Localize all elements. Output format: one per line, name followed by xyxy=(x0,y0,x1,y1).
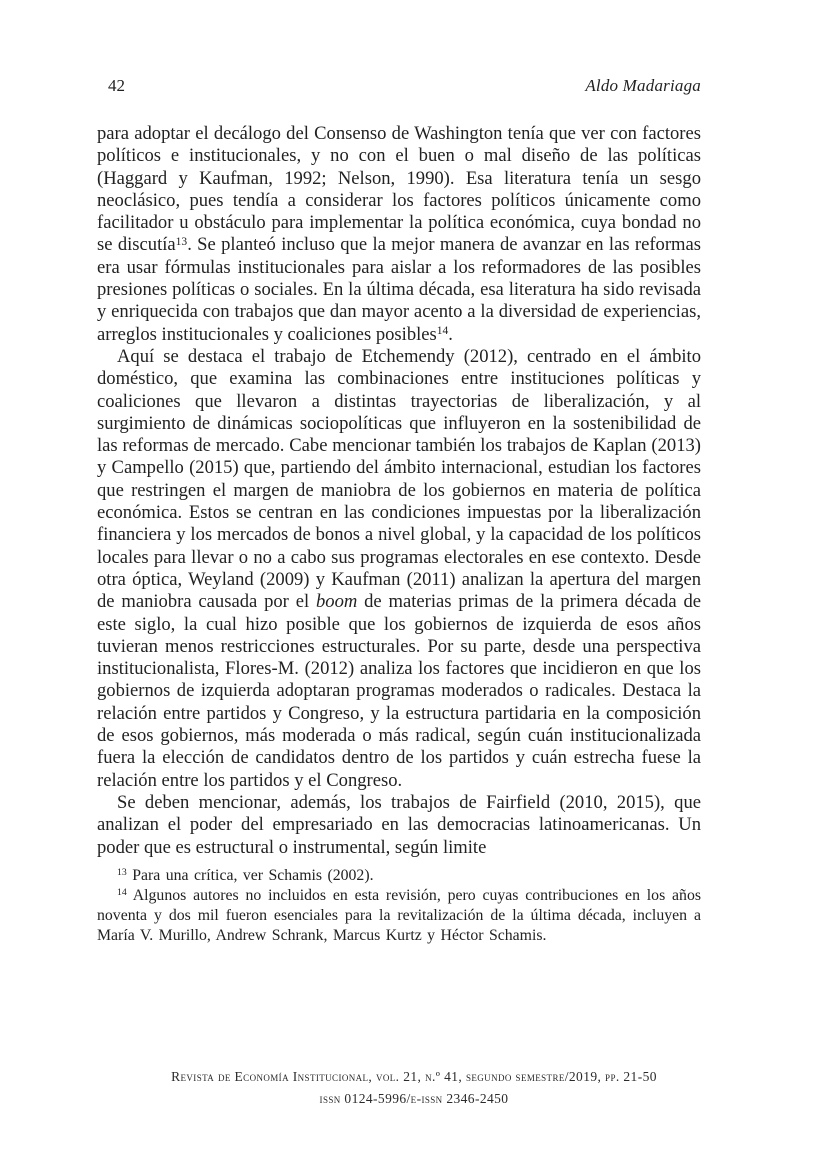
journal-citation-line: Revista de Economía Institucional, vol. 21, n.º 41, segundo semestre/2019, pp. 21-50 xyxy=(171,1069,657,1084)
footnote xyxy=(97,866,701,886)
journal-footer xyxy=(0,1066,828,1110)
author-running-head: Aldo Madariaga xyxy=(585,76,701,95)
issn-line: issn 0124-5996/e-issn 2346-2450 xyxy=(319,1091,509,1106)
paragraph-text: . Se planteó incluso que la mejor manera de avanzar en las reformas era usar fórmulas institucionales para aislar a los reformadores de las posibles presiones políticas o sociales. En la última década, esa literatura ha sido revisada y enriquecida con trabajos que dan mayor acento a la diversidad de experiencias, arreglos institucionales y coaliciones posibles xyxy=(97,234,701,345)
footnote-text: Para una crítica, ver Schamis (2002). xyxy=(126,866,374,884)
footnote-marker: 13 xyxy=(117,867,127,879)
running-head xyxy=(97,76,701,96)
footnote-ref-14: 14 xyxy=(436,325,449,338)
footnote-marker: 14 xyxy=(117,887,127,899)
paragraph-text: Se deben mencionar, además, los trabajos de Fairfield (2010, 2015), que analizan el poder del empresariado en las democracias latinoamericanas. Un poder que es estructural o instrumental, según limite xyxy=(97,791,701,858)
paragraph-text: para adoptar el decálogo del Consenso de Washington tenía que ver con factores políticos e institucionales, y no con el buen o mal diseño de las políticas (Haggard y Kaufman, 1992; Nelson, 1990). Esa literatura tenía un sesgo neoclásico, pues tendía a considerar los factores políticos únicamente como facilitador u obstáculo para implementar la política económica, cuya bondad no se discutía xyxy=(97,123,701,256)
paragraph xyxy=(97,792,701,859)
paragraph xyxy=(97,123,701,346)
italic-term: boom xyxy=(315,591,358,613)
text-column xyxy=(97,76,701,946)
paragraph-text: Aquí se destaca el trabajo de Etchemendy (2012), centrado en el ámbito doméstico, que examina las combinaciones entre instituciones políticas y coaliciones que llevaron a distintas trayectorias de liberalización, y al surgimiento de dinámicas sociopolíticas que influyeron en la sostenibilidad de las reformas de mercado. Cabe mencionar también los trabajos de Kaplan (2013) y Campello (2015) que, partiendo del ámbito internacional, estudian los factores que restringen el margen de maniobra de los gobiernos en materia de política económica. Estos se centran en las condiciones impuestas por la liberalización financiera y los mercados de bonos a nivel global, y la capacidad de los políticos locales para llevar o no a cabo sus programas electorales en ese contexto. Desde otra óptica, Weyland (2009) y Kaufman (2011) analizan la apertura del margen de maniobra causada por el xyxy=(97,345,701,613)
page-number: 42 xyxy=(108,76,125,95)
footnote-text: Algunos autores no incluidos en esta revisión, pero cuyas contribuciones en los años noventa y dos mil fueron esenciales para la revitalización de la última década, incluyen a María V. Murillo, Andrew Schrank, Marcus Kurtz y Héctor Schamis. xyxy=(97,886,701,944)
footnote xyxy=(97,886,701,946)
paragraph-text: . xyxy=(448,323,453,345)
paragraph xyxy=(97,346,701,792)
footnote-ref-13: 13 xyxy=(175,236,188,249)
body-text xyxy=(97,123,701,859)
footnotes-block xyxy=(97,866,701,946)
paragraph-text: de materias primas de la primera década de este siglo, la cual hizo posible que los gobiernos de izquierda de esos años tuvieran menos restricciones estructurales. Por su parte, desde una perspectiva institucionalista, Flores-M. (2012) analiza los factores que incidieron en que los gobiernos de izquierda adoptaran programas moderados o radicales. Destaca la relación entre partidos y Congreso, y la estructura partidaria en la composición de esos gobiernos, más moderada o más radical, según cuán institucionalizada fuera la elección de candidatos dentro de los partidos y cuán estrecha fuese la relación entre los partidos y el Congreso. xyxy=(97,591,702,791)
